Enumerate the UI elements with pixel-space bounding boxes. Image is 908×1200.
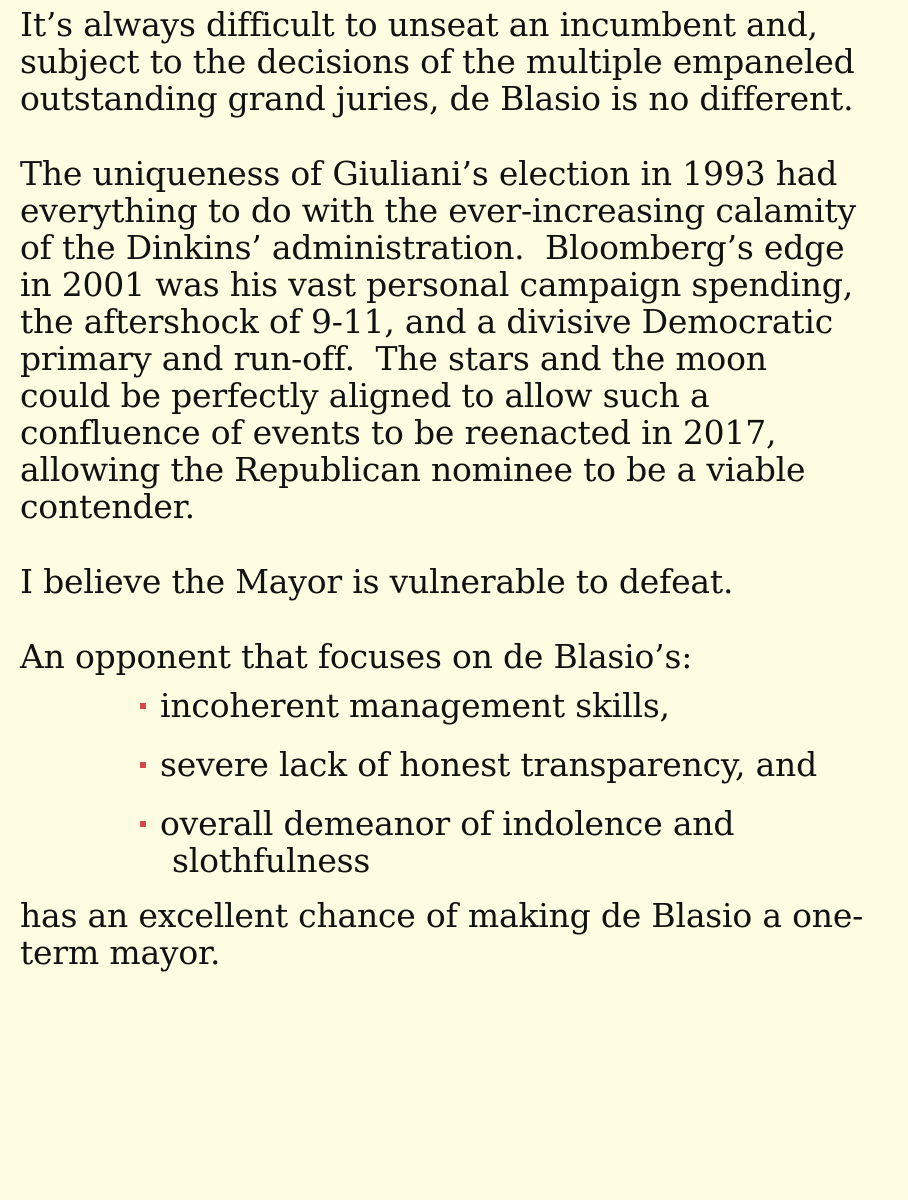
text-line: everything to do with the ever-increasing calamity — [20, 191, 856, 230]
list-item-text: severe lack of honest transparency, and — [160, 745, 818, 784]
text-line: confluence of events to be reenacted in 2017, — [20, 413, 777, 452]
text-line: term mayor. — [20, 933, 221, 972]
list-item-text: overall demeanor of indolence and — [160, 804, 735, 843]
paragraph-conclusion — [20, 897, 888, 971]
text-line: primary and run-off. The stars and the moon — [20, 339, 767, 378]
paragraph-belief — [20, 563, 888, 600]
paragraph-opponent-intro — [20, 638, 888, 675]
text-line: I believe the Mayor is vulnerable to defeat. — [20, 562, 734, 601]
square-bullet-icon — [140, 762, 146, 768]
text-line: outstanding grand juries, de Blasio is no different. — [20, 79, 854, 118]
square-bullet-icon — [140, 821, 146, 827]
text-line: of the Dinkins’ administration. Bloomberg’s edge — [20, 228, 845, 267]
paragraph-incumbent — [20, 6, 888, 117]
list-item — [140, 805, 888, 879]
text-line: It’s always difficult to unseat an incumbent and, — [20, 5, 818, 44]
text-line: allowing the Republican nominee to be a viable — [20, 450, 806, 489]
text-line: has an excellent chance of making de Blasio a one- — [20, 896, 864, 935]
text-line: the aftershock of 9-11, and a divisive Democratic — [20, 302, 834, 341]
list-item — [140, 746, 888, 783]
text-line: An opponent that focuses on de Blasio’s: — [20, 637, 693, 676]
paragraph-history — [20, 155, 888, 525]
list-item — [140, 687, 888, 724]
list-item-continuation: slothfulness — [172, 841, 371, 880]
text-line: The uniqueness of Giuliani’s election in 1993 had — [20, 154, 838, 193]
text-line: subject to the decisions of the multiple empaneled — [20, 42, 855, 81]
text-line: in 2001 was his vast personal campaign spending, — [20, 265, 854, 304]
bullet-list — [20, 687, 888, 879]
text-line: contender. — [20, 487, 195, 526]
list-item-text: incoherent management skills, — [160, 686, 670, 725]
text-line: could be perfectly aligned to allow such a — [20, 376, 710, 415]
square-bullet-icon — [140, 703, 146, 709]
